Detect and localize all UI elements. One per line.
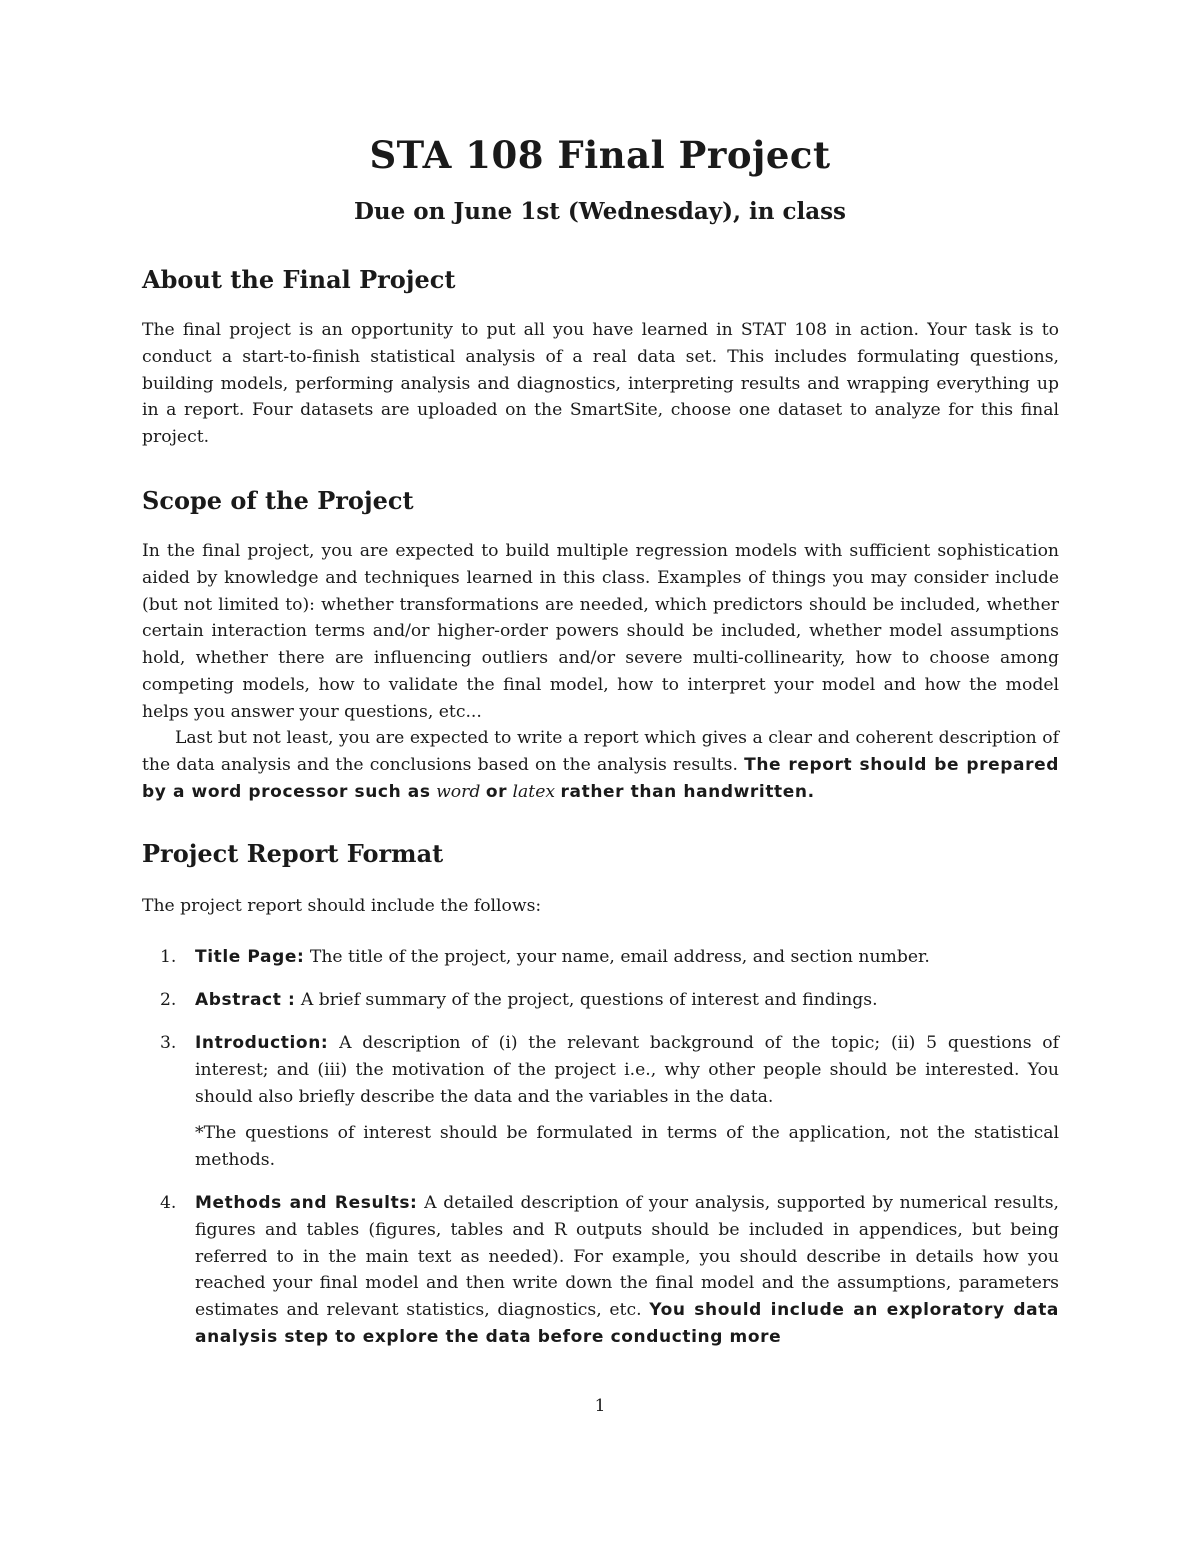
section-heading-about: About the Final Project (142, 265, 456, 294)
section-heading-scope: Scope of the Project (142, 486, 414, 515)
document-title: STA 108 Final Project (369, 133, 831, 177)
scope-word: word (436, 781, 481, 802)
list-label: Methods and Results: (195, 1193, 418, 1213)
list-item (160, 1030, 1059, 1174)
scope-bold-b: rather than handwritten. (560, 781, 815, 802)
scope-paragraph-2 (142, 725, 1059, 805)
list-text: The title of the project, your name, email address, and section number. (309, 947, 930, 967)
section-heading-format: Project Report Format (142, 839, 444, 868)
list-number: 4. (160, 1193, 177, 1213)
document-subtitle: Due on June 1st (Wednesday), in class (353, 198, 847, 225)
scope-or: or (485, 781, 508, 802)
list-item (160, 987, 1059, 1014)
list-label: Title Page: (195, 947, 305, 967)
format-intro: The project report should include the follows: (142, 896, 542, 916)
list-label: Introduction: (195, 1033, 329, 1053)
scope-bold-a: The report should be prepared by a word processor such as (142, 754, 1060, 802)
list-note: *The questions of interest should be formulated in terms of the application, not the statistical methods. (195, 1123, 1059, 1171)
list-number: 2. (160, 990, 177, 1010)
page-number: 1 (594, 1396, 606, 1416)
list-text: A detailed description of your analysis, supported by numerical results, figures and tables (figures, tables and R outputs should be included in appendices, but being referred to in the main text as needed). For example, you should describe in details how you reached your final model and then write down the final model and the assumptions, parameters estimates and relevant statistics, diagnostics, etc. (195, 1193, 1059, 1321)
scope-paragraph-1: In the final project, you are expected to build multiple regression models with sufficient sophistication aided by knowledge and techniques learned in this class. Examples of things you may consider include (but not limited to): whether transformations are needed, which predictors should be included, whether certain interaction terms and/or higher-order powers should be included, whether model assumptions hold, whether there are influencing outliers and/or severe multi-collinearity, how to choose among competing models, how to validate the final model, how to interpret your model and how the model helps you answer your questions, etc... (142, 541, 1059, 722)
list-text: A description of (i) the relevant background of the topic; (ii) 5 questions of interest; and (iii) the motivation of the project i.e., why other people should be interested. You should also briefly describe the data and the variables in the data. (195, 1033, 1059, 1107)
list-text: A brief summary of the project, questions of interest and findings. (300, 990, 878, 1010)
list-number: 3. (160, 1033, 177, 1053)
about-paragraph: The final project is an opportunity to put all you have learned in STAT 108 in action. Your task is to conduct a start-to-finish statistical analysis of a real data set. This includes formulating questions, building models, performing analysis and diagnostics, interpreting results and wrapping everything up in a report. Four datasets are uploaded on the SmartSite, choose one dataset to analyze for this final project. (142, 320, 1059, 448)
scope-paragraph-2-text: Last but not least, you are expected to write a report which gives a clear and coherent description of the data analysis and the conclusions based on the analysis results. (142, 728, 1059, 775)
scope-latex: latex (512, 781, 556, 802)
list-item (160, 944, 1059, 971)
list-number: 1. (160, 947, 177, 967)
list-bold-tail: You should include an exploratory data analysis step to explore the data before conducting more (195, 1300, 1059, 1347)
list-label: Abstract : (195, 990, 296, 1010)
list-item (160, 1190, 1059, 1351)
